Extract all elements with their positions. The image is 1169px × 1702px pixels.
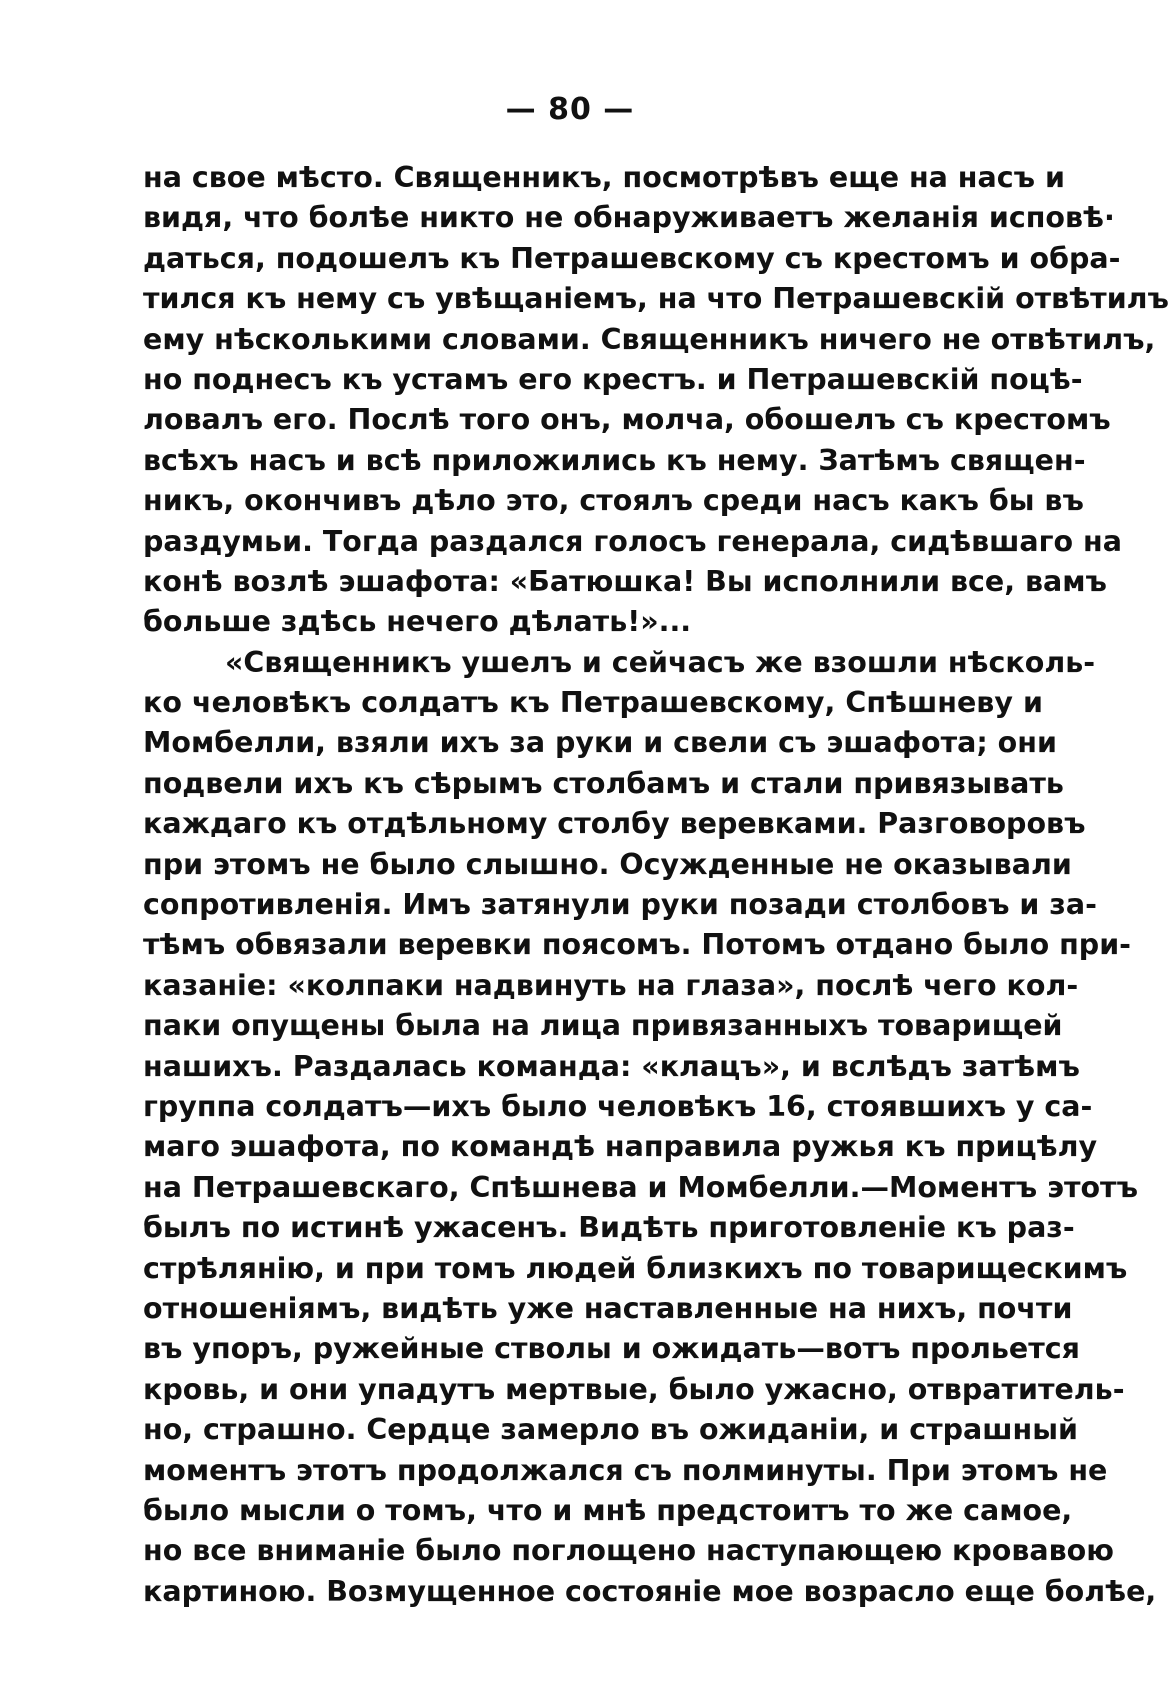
text-line: отношеніямъ, видѣть уже наставленные на нихъ, почти [143, 1291, 1073, 1325]
text-line: на свое мѣсто. Священникъ, посмотрѣвъ еще на насъ и [143, 161, 1065, 194]
text-line: въ упоръ, ружейные стволы и ожидать—вотъ прольется [143, 1332, 1080, 1366]
text-line: кровь, и они упадутъ мертвые, было ужасно, отвратитель- [143, 1372, 1125, 1406]
text-line: нашихъ. Раздалась команда: «клацъ», и вслѣдъ затѣмъ [143, 1049, 1080, 1083]
text-line: ему нѣсколькими словами. Священникъ ничего не отвѣтилъ, [143, 322, 1156, 356]
text-line: казаніе: «колпаки надвинуть на глаза», послѣ чего кол- [143, 968, 1079, 1002]
text-line: подвели ихъ къ сѣрымъ столбамъ и стали привязывать [143, 766, 1064, 800]
paragraph-end-line: больше здѣсь нечего дѣлать!»... [143, 605, 692, 639]
page-number: — 80 — [505, 92, 635, 127]
text-line: моментъ этотъ продолжался съ полминуты. При этомъ не [143, 1453, 1108, 1487]
text-line: но поднесъ къ устамъ его крестъ. и Петрашевскій поцѣ- [143, 362, 1083, 396]
text-line: картиною. Возмущенное состояніе мое возрасло еще болѣе, [143, 1574, 1157, 1608]
text-line: было мысли о томъ, что и мнѣ предстоитъ то же самое, [143, 1493, 1073, 1527]
text-line: тился къ нему съ увѣщаніемъ, на что Петрашевскій отвѣтилъ [143, 282, 1169, 316]
text-line: всѣхъ насъ и всѣ приложились къ нему. Затѣмъ священ- [143, 443, 1086, 477]
text-line: паки опущены была на лица привязанныхъ товарищей [143, 1009, 1063, 1043]
text-line: Момбелли, взяли ихъ за руки и свели съ эшафота; они [143, 726, 1057, 760]
text-line: но все вниманіе было поглощено наступающею кровавою [143, 1534, 1114, 1568]
text-line: никъ, окончивъ дѣло это, стоялъ среди насъ какъ бы въ [143, 484, 1084, 518]
text-line: раздумьи. Тогда раздался голосъ генерала, сидѣвшаго на [143, 524, 1122, 558]
text-line: конѣ возлѣ эшафота: «Батюшка! Вы исполнили все, вамъ [143, 564, 1107, 598]
body-text [143, 158, 1169, 1612]
text-line: ко человѣкъ солдатъ къ Петрашевскому, Спѣшневу и [143, 686, 1043, 720]
text-line: тѣмъ обвязали веревки поясомъ. Потомъ отдано было при- [143, 928, 1132, 962]
text-line: каждаго къ отдѣльному столбу веревками. Разговоровъ [143, 807, 1086, 841]
text-line: стрѣлянію, и при томъ людей близкихъ по товарищескимъ [143, 1251, 1128, 1285]
text-line: даться, подошелъ къ Петрашевскому съ крестомъ и обра- [143, 241, 1121, 275]
text-line: группа солдатъ—ихъ было человѣкъ 16, стоявшихъ у са- [143, 1089, 1093, 1123]
text-line: ловалъ его. Послѣ того онъ, молча, обошелъ съ крестомъ [143, 403, 1111, 437]
text-line: видя, что болѣе никто не обнаруживаетъ желанія исповѣ· [143, 201, 1115, 235]
text-line: былъ по истинѣ ужасенъ. Видѣть приготовленіе къ раз- [143, 1211, 1075, 1245]
text-line: сопротивленія. Имъ затянули руки позади столбовъ и за- [143, 888, 1097, 922]
text-line: на Петрашевскаго, Спѣшнева и Момбелли.—Моментъ этотъ [143, 1170, 1138, 1204]
text-line: но, страшно. Сердце замерло въ ожиданіи, и страшный [143, 1413, 1078, 1447]
text-line: маго эшафота, по командѣ направила ружья къ прицѣлу [143, 1130, 1098, 1164]
text-line: при этомъ не было слышно. Осужденные не оказывали [143, 847, 1072, 881]
paragraph-start-line: «Священникъ ушелъ и сейчасъ же взошли нѣсколь- [225, 645, 1096, 679]
